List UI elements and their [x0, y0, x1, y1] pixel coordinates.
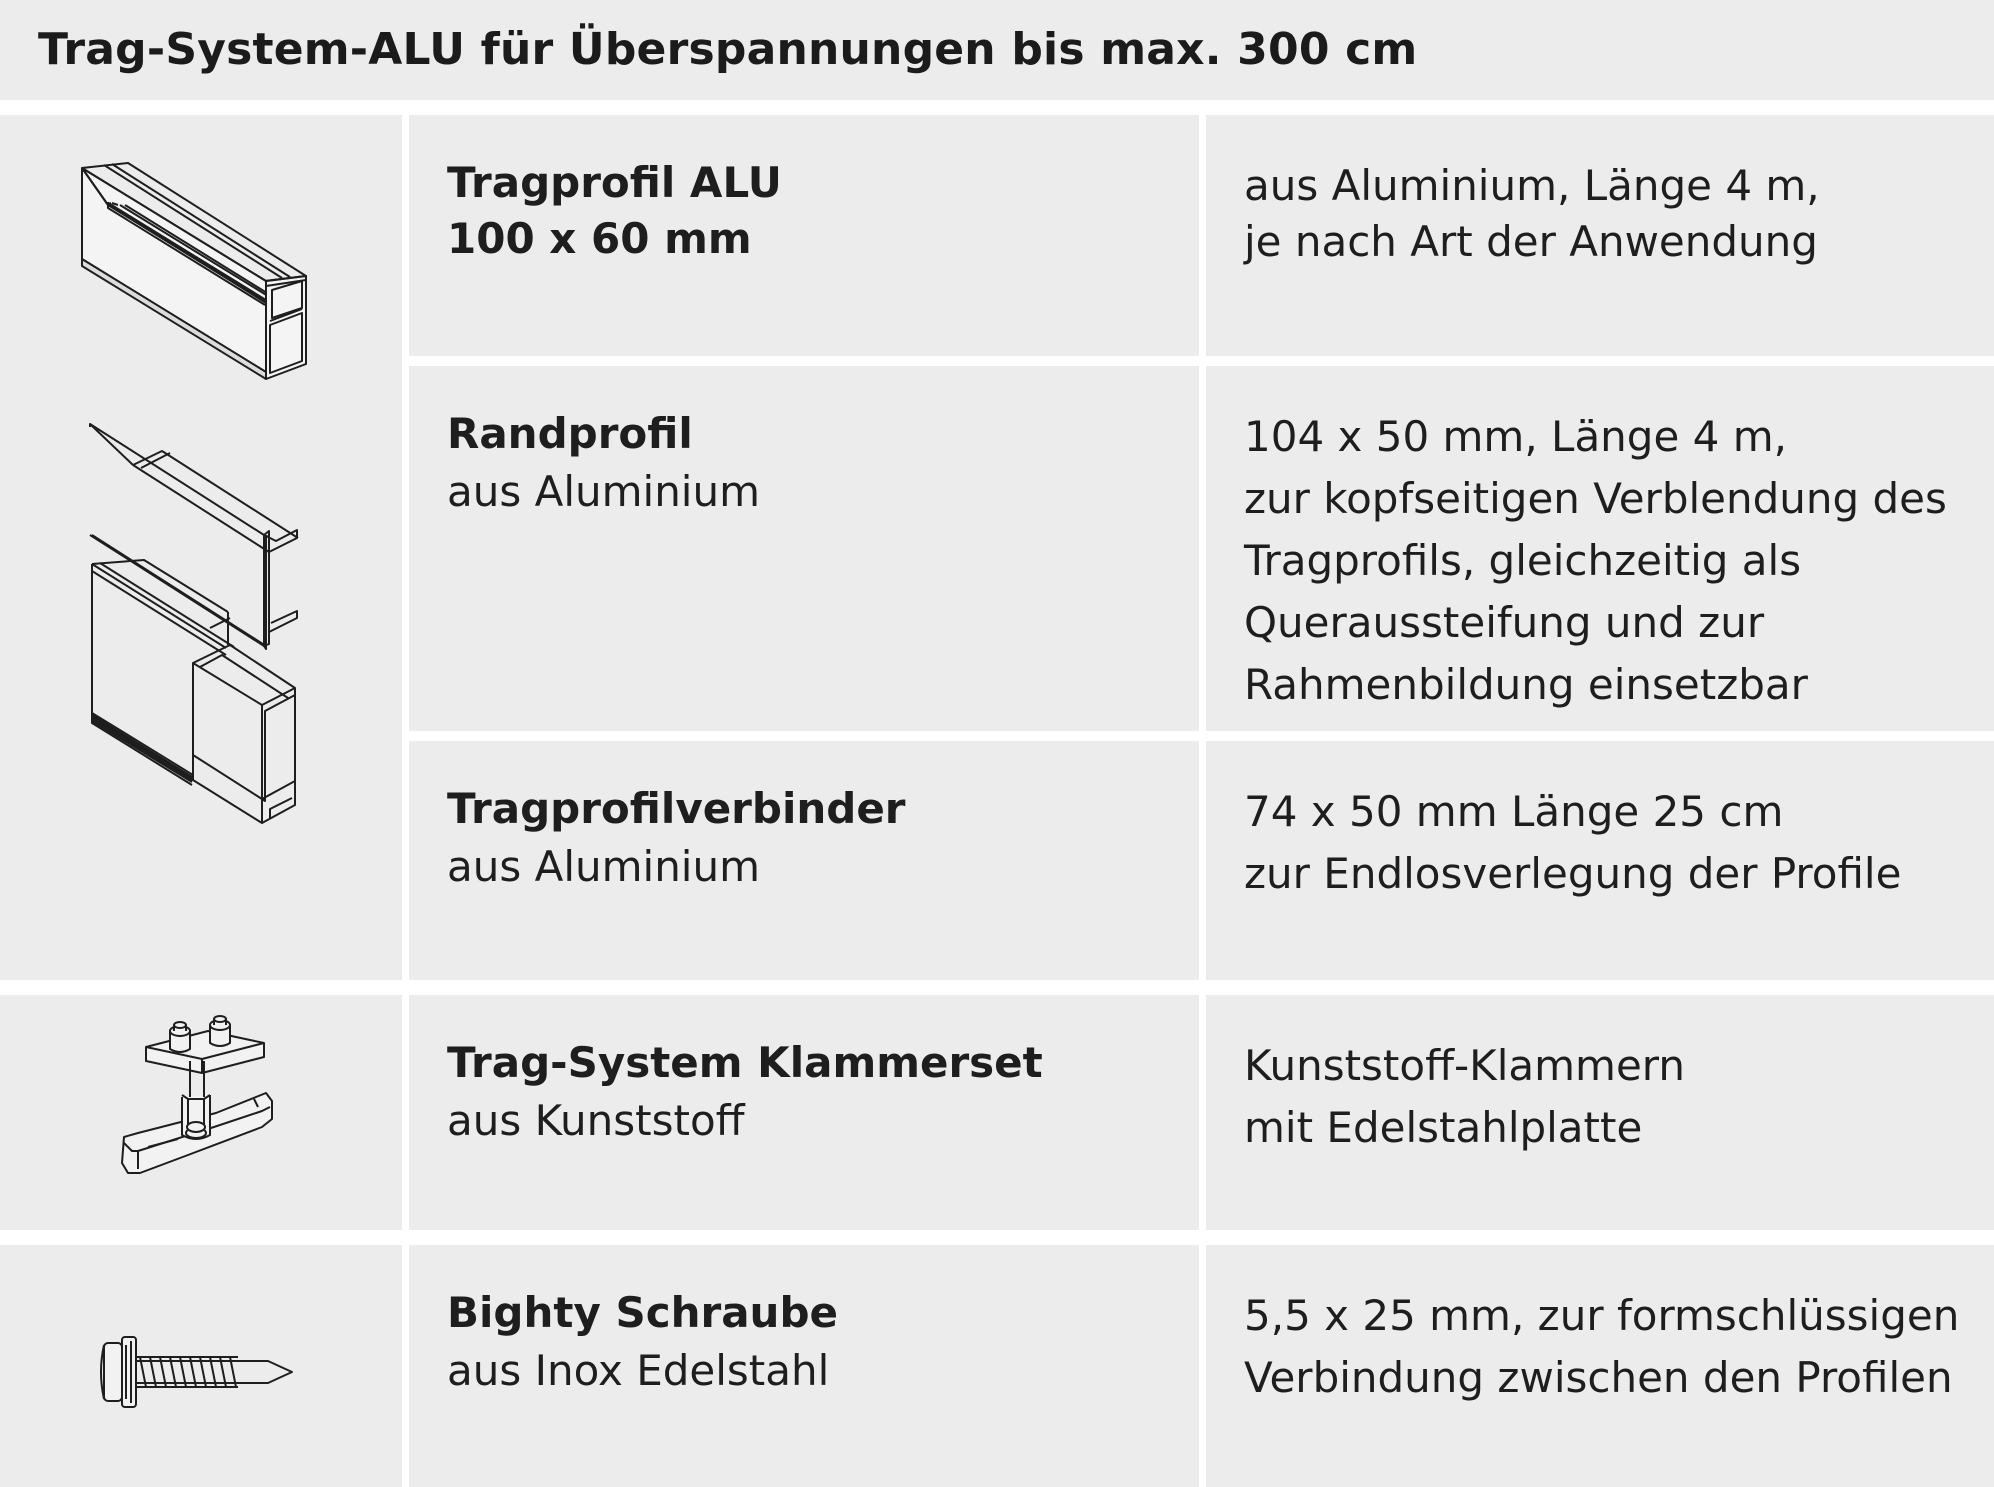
- product-images-profiles: [0, 115, 402, 980]
- description-line: 5,5 x 25 mm, zur formschlüssigen: [1244, 1291, 1960, 1340]
- product-description-cell: [1206, 115, 1994, 356]
- product-description-cell: [1206, 366, 1994, 731]
- aluminium-support-profile-icon: [82, 163, 306, 379]
- product-material: aus Aluminium: [447, 842, 761, 891]
- product-name: Bighty Schraube: [447, 1288, 839, 1337]
- product-name-cell: [409, 366, 1199, 731]
- product-description-cell: [1206, 995, 1994, 1230]
- product-material: aus Aluminium: [447, 467, 761, 516]
- product-description-cell: [1206, 741, 1994, 980]
- description-line: zur Endlosverlegung der Profile: [1244, 849, 1902, 898]
- description-line: zur kopfseitigen Verblendung des: [1244, 474, 1947, 523]
- product-name: Tragprofilverbinder: [447, 784, 906, 833]
- description-line: aus Aluminium, Länge 4 m,: [1244, 161, 1820, 210]
- description-line: je nach Art der Anwendung: [1244, 217, 1818, 266]
- product-name: Randprofil: [447, 409, 693, 458]
- product-material: aus Kunststoff: [447, 1096, 745, 1145]
- edge-profile-icon: [90, 424, 298, 649]
- product-name-cell: [409, 115, 1199, 356]
- product-name-cell: [409, 995, 1199, 1230]
- screw-icon: [101, 1337, 292, 1407]
- description-line: Kunststoff-Klammern: [1244, 1041, 1685, 1090]
- product-name: Trag-System Klammerset: [447, 1038, 1043, 1087]
- table-title: Trag-System-ALU für Überspannungen bis max. 300 cm: [0, 0, 1994, 100]
- product-material: aus Inox Edelstahl: [447, 1346, 830, 1395]
- description-line: Verbindung zwischen den Profilen: [1244, 1353, 1953, 1402]
- product-image-clamp-set: [0, 995, 402, 1230]
- description-line: mit Edelstahlplatte: [1244, 1103, 1643, 1152]
- product-name-cell: [409, 741, 1199, 980]
- product-description-cell: [1206, 1245, 1994, 1487]
- product-name-cell: [409, 1245, 1199, 1487]
- description-line: Tragprofils, gleichzeitig als: [1244, 536, 1802, 585]
- description-line: 104 x 50 mm, Länge 4 m,: [1244, 412, 1787, 461]
- description-line: Rahmenbildung einsetzbar: [1244, 660, 1808, 709]
- product-image-screw: [0, 1245, 402, 1487]
- clamp-set-icon: [122, 1016, 272, 1173]
- description-line: Queraussteifung und zur: [1244, 598, 1765, 647]
- product-name-dimensions: 100 x 60 mm: [447, 214, 752, 263]
- description-line: 74 x 50 mm Länge 25 cm: [1244, 787, 1784, 836]
- product-name: Tragprofil ALU: [447, 158, 782, 207]
